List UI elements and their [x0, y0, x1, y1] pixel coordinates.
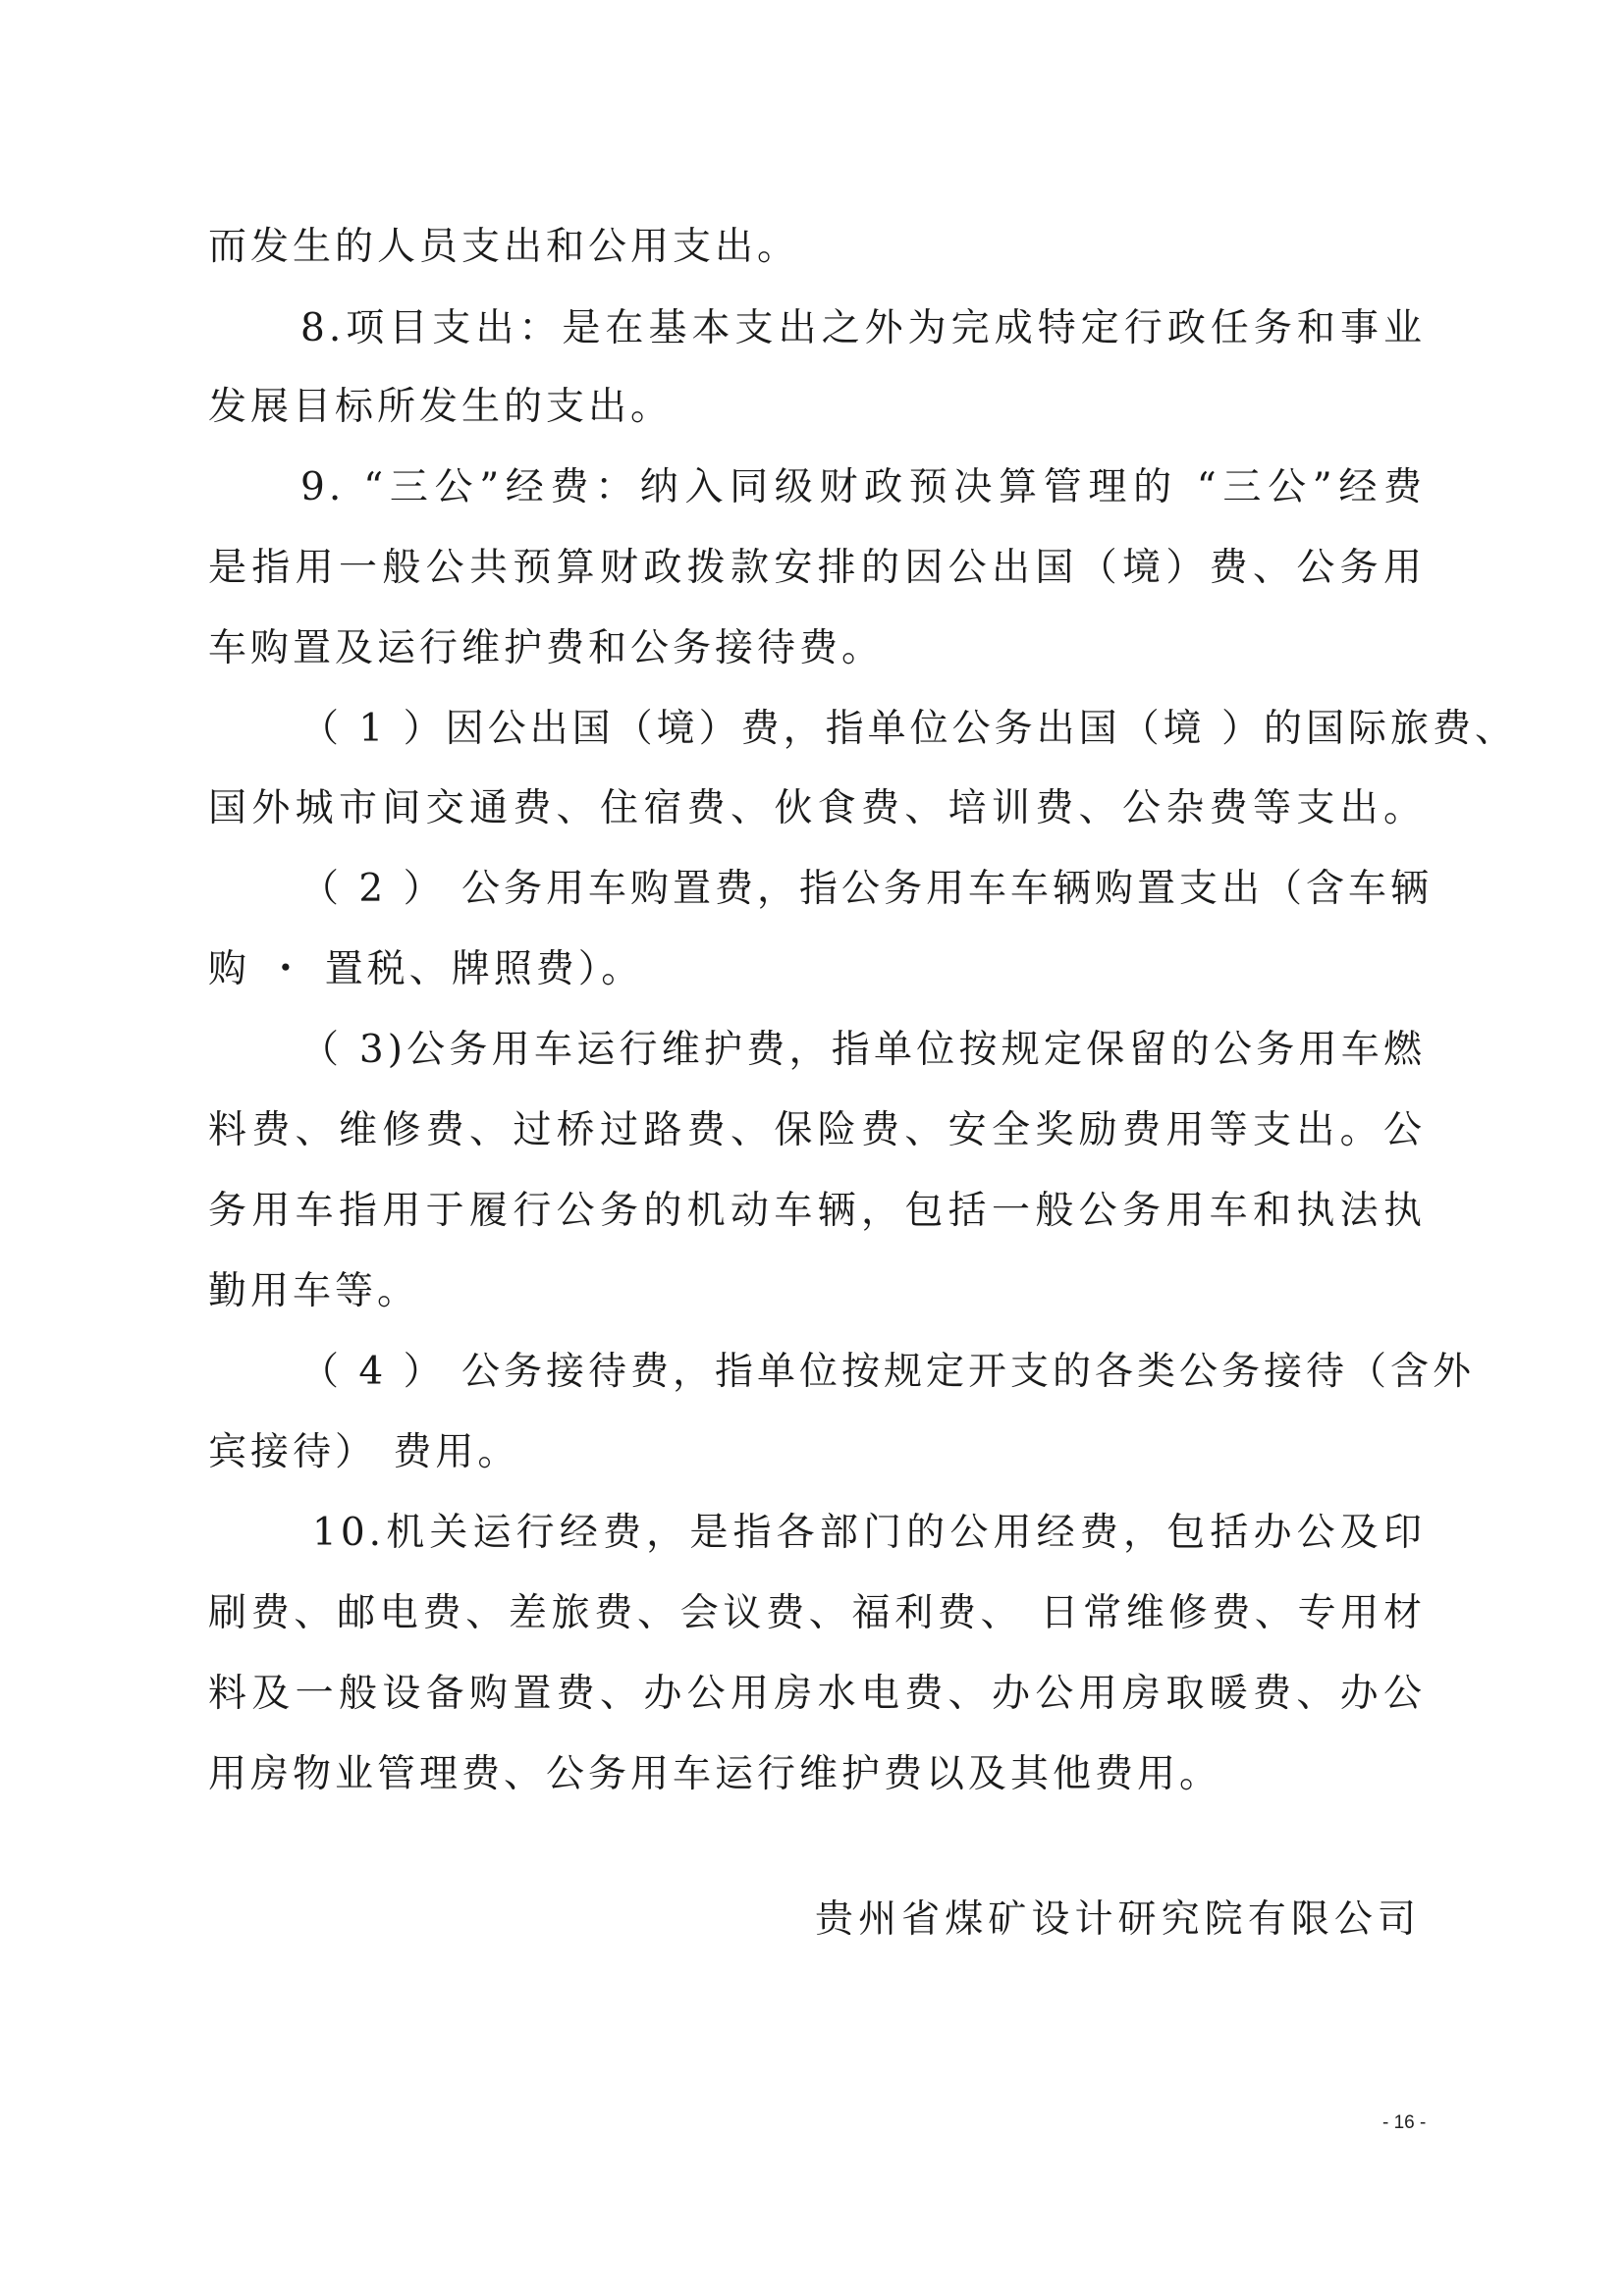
- text-line-16: 宾接待） 费用。: [208, 1430, 520, 1474]
- text-line-14: 勤用车等。: [208, 1269, 420, 1313]
- text-line-12: 料费、维修费、过桥过路费、保险费、安全奖励费用等支出。公: [208, 1108, 1426, 1152]
- text-line-19: 料及一般设备购置费、办公用房水电费、办公用房取暖费、办公: [208, 1672, 1426, 1716]
- text-line-8: 国外城市间交通费、住宿费、伙食费、培训费、公杂费等支出。: [208, 786, 1426, 830]
- text-line-11: （ 3)公务用车运行维护费，指单位按规定保留的公务用车燃: [300, 1028, 1426, 1072]
- text-line-17: 10.机关运行经费，是指各部门的公用经费，包括办公及印: [312, 1511, 1426, 1555]
- page-number: - 16 -: [1382, 2112, 1427, 2133]
- text-line-4: 9. “三公”经费：纳入同级财政预决算管理的 “三公”经费: [300, 465, 1426, 509]
- text-line-3: 发展目标所发生的支出。: [208, 385, 674, 429]
- text-line-10: 购 ・ 置税、牌照费）。: [208, 947, 644, 991]
- text-line-6: 车购置及运行维护费和公务接待费。: [208, 626, 885, 670]
- text-line-20: 用房物业管理费、公务用车运行维护费以及其他费用。: [208, 1752, 1222, 1796]
- text-line-5: 是指用一般公共预算财政拨款安排的因公出国（境）费、公务用: [208, 546, 1426, 590]
- text-line-2: 8.项目支出：是在基本支出之外为完成特定行政任务和事业: [300, 306, 1426, 350]
- text-line-9: （ 2 ） 公务用车购置费，指公务用车车辆购置支出（含车辆: [300, 867, 1434, 911]
- text-line-15: （ 4 ） 公务接待费，指单位按规定开支的各类公务接待（含外: [300, 1350, 1476, 1394]
- text-line-18: 刷费、邮电费、差旅费、会议费、福利费、 日常维修费、专用材: [208, 1591, 1426, 1635]
- signature-organization: 贵州省煤矿设计研究院有限公司: [815, 1897, 1416, 1942]
- text-line-13: 务用车指用于履行公务的机动车辆，包括一般公务用车和执法执: [208, 1189, 1426, 1233]
- text-line-1: 而发生的人员支出和公用支出。: [208, 225, 800, 269]
- text-line-7: （ 1 ）因公出国（境）费，指单位公务出国（境 ）的国际旅费、: [300, 707, 1518, 751]
